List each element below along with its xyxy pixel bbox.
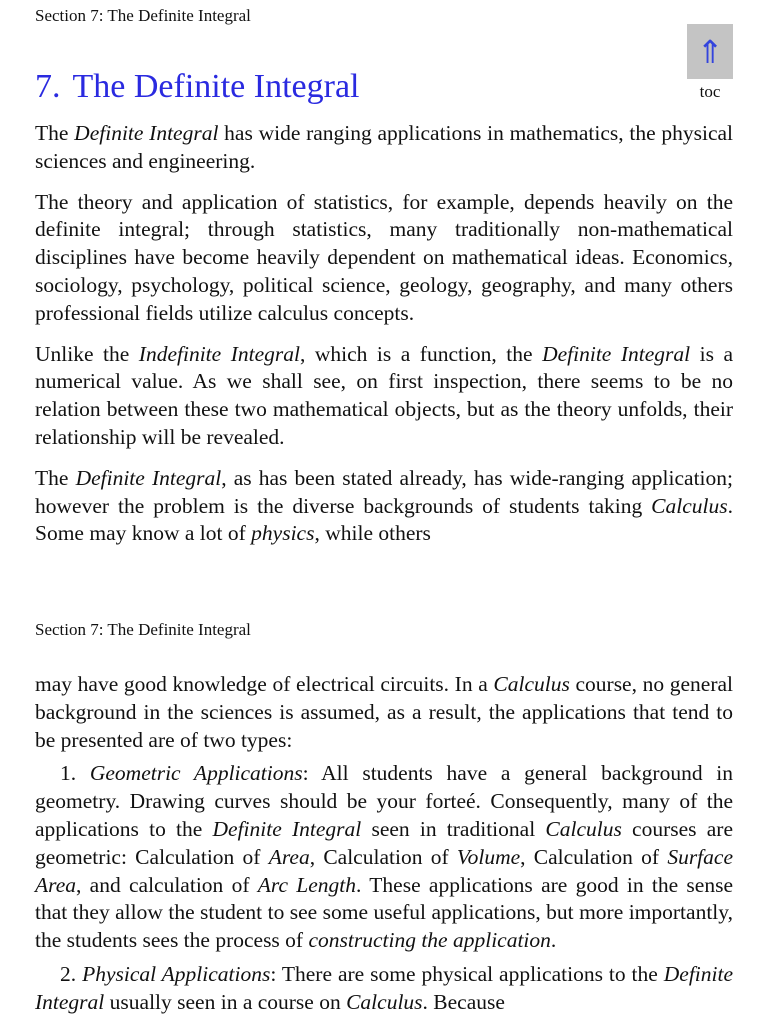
text-run: 1.: [60, 761, 90, 786]
text-run: . Some may know a lot of: [35, 493, 733, 546]
paragraph: [35, 120, 733, 176]
italic-term: Indefinite Integral: [138, 341, 300, 366]
paragraph: [35, 189, 733, 328]
section-title-text: The Definite Integral: [72, 68, 360, 105]
italic-term: Calculus: [545, 816, 622, 841]
list-item: [35, 760, 733, 955]
text-run: .: [550, 928, 557, 953]
text-run: , which is a function, the: [299, 341, 543, 366]
list-item: [35, 961, 733, 1017]
body-text: [35, 120, 733, 561]
italic-term: Calculus: [651, 493, 728, 518]
italic-term: Definite Integral: [542, 341, 691, 366]
section-number: 7.: [35, 68, 61, 105]
text-run: The: [35, 465, 76, 490]
text-run: seen in traditional: [361, 816, 546, 841]
toc-link[interactable]: toc: [699, 82, 721, 101]
text-run: Unlike the: [35, 341, 139, 366]
text-run: The: [35, 121, 75, 145]
body-text: [35, 671, 733, 1023]
text-run: : There are some physical applications to the: [270, 961, 664, 986]
text-run: : All students have a general background in geometry. Drawing curves should be your forteé. Consequently, many of the applications to the: [35, 761, 734, 841]
italic-term: Arc Length: [257, 872, 357, 897]
text-run: , while others: [314, 521, 431, 546]
text-run: , Calculation of: [309, 844, 457, 869]
text-run: courses are geometric: Calculation of: [35, 816, 733, 869]
text-run: course, no general background in the sciences is assumed, as a result, the applications that tend to be presented are of two types:: [35, 672, 733, 752]
italic-term: Volume: [456, 844, 521, 869]
italic-term: Geometric Applications: [89, 761, 303, 786]
text-run: The theory and application of statistics, for example, depends heavily on the definite integral; through statistics, many traditionally non-mathematical disciplines have become heavily dependent on mathematical ideas. Economics, sociology, psychology, political science, geology, geography, and many others professional fields utilize calculus concepts.: [35, 189, 733, 325]
italic-term: Definite Integral: [75, 465, 222, 490]
section-title: [35, 68, 359, 106]
text-run: is a numerical value. As we shall see, on first inspection, there seems to be no relation between these two mathematical objects, but as the theory unfolds, their relationship will be revealed.: [35, 341, 733, 449]
paragraph: [35, 341, 733, 452]
italic-term: Surface Area: [35, 844, 733, 897]
text-run: usually seen in a course on: [104, 989, 347, 1014]
italic-term: Area: [268, 844, 310, 869]
text-run: , as has been stated already, has wide-ranging application; however the problem is the diverse backgrounds of students taking: [35, 465, 733, 518]
text-run: may have good knowledge of electrical circuits. In a: [35, 672, 494, 696]
italic-term: Physical Applications: [82, 961, 271, 986]
italic-term: constructing the application: [308, 928, 551, 953]
text-run: . These applications are good in the sense that they allow the student to see some useful applications, but more importantly, the students sees the process of: [35, 872, 733, 953]
running-head: Section 7: The Definite Integral: [35, 6, 251, 25]
italic-term: Definite Integral: [74, 121, 219, 145]
italic-term: physics: [251, 521, 315, 546]
up-arrow-icon: ⇑: [696, 32, 724, 71]
running-head: Section 7: The Definite Integral: [35, 620, 251, 639]
paragraph: [35, 671, 733, 754]
text-run: 2.: [60, 961, 83, 986]
italic-term: Calculus: [493, 672, 570, 696]
toc-up-button[interactable]: [687, 24, 733, 79]
text-run: , and calculation of: [76, 872, 258, 897]
page-2: [0, 605, 768, 1024]
paragraph: [35, 465, 733, 548]
text-run: has wide ranging applications in mathematics, the physical sciences and engineering.: [35, 121, 733, 173]
italic-term: Definite Integral: [35, 961, 734, 1014]
text-run: , Calculation of: [520, 844, 668, 869]
italic-term: Definite Integral: [212, 816, 362, 841]
text-run: . Because: [422, 989, 505, 1014]
italic-term: Calculus: [346, 989, 423, 1014]
